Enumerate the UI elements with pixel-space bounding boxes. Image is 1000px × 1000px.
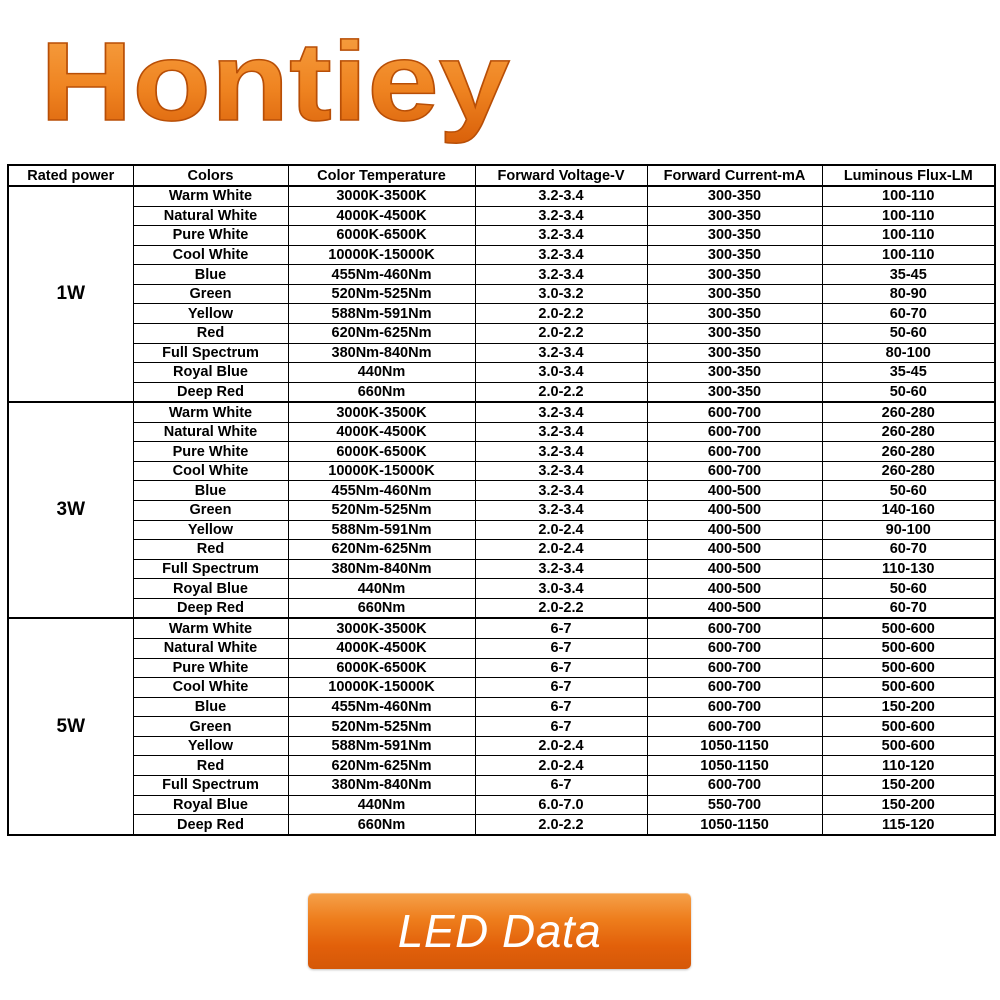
forward-voltage-cell: 2.0-2.4 — [475, 756, 647, 776]
color-temperature-cell: 10000K-15000K — [288, 461, 475, 481]
table-row — [8, 363, 995, 383]
forward-current-cell: 400-500 — [647, 540, 822, 560]
luminous-flux-cell: 100-110 — [822, 206, 995, 226]
color-temperature-cell: 660Nm — [288, 598, 475, 618]
color-name-cell: Blue — [133, 265, 288, 285]
forward-current-cell: 600-700 — [647, 618, 822, 638]
color-temperature-cell: 455Nm-460Nm — [288, 697, 475, 717]
table-row — [8, 501, 995, 521]
rated-power-cell: 5W — [8, 618, 133, 835]
forward-current-cell: 1050-1150 — [647, 736, 822, 756]
table-row — [8, 815, 995, 835]
forward-voltage-cell: 3.2-3.4 — [475, 559, 647, 579]
forward-current-cell: 400-500 — [647, 501, 822, 521]
table-row — [8, 717, 995, 737]
forward-voltage-cell: 2.0-2.2 — [475, 598, 647, 618]
color-temperature-cell: 4000K-4500K — [288, 422, 475, 442]
forward-voltage-cell: 6-7 — [475, 618, 647, 638]
luminous-flux-cell: 500-600 — [822, 658, 995, 678]
forward-voltage-cell: 3.2-3.4 — [475, 226, 647, 246]
luminous-flux-cell: 35-45 — [822, 363, 995, 383]
color-temperature-cell: 380Nm-840Nm — [288, 559, 475, 579]
color-temperature-cell: 455Nm-460Nm — [288, 265, 475, 285]
table-row — [8, 245, 995, 265]
forward-current-cell: 300-350 — [647, 323, 822, 343]
color-name-cell: Deep Red — [133, 598, 288, 618]
table-row — [8, 579, 995, 599]
led-data-badge — [308, 893, 691, 969]
color-temperature-cell: 6000K-6500K — [288, 226, 475, 246]
color-name-cell: Green — [133, 284, 288, 304]
color-name-cell: Royal Blue — [133, 363, 288, 383]
forward-current-cell: 600-700 — [647, 717, 822, 737]
forward-current-cell: 300-350 — [647, 382, 822, 402]
color-name-cell: Cool White — [133, 461, 288, 481]
color-name-cell: Natural White — [133, 206, 288, 226]
color-temperature-cell: 620Nm-625Nm — [288, 323, 475, 343]
brand-logo — [38, 14, 518, 154]
forward-voltage-cell: 2.0-2.4 — [475, 540, 647, 560]
color-temperature-cell: 380Nm-840Nm — [288, 343, 475, 363]
forward-current-cell: 600-700 — [647, 461, 822, 481]
table-row — [8, 697, 995, 717]
color-temperature-cell: 520Nm-525Nm — [288, 284, 475, 304]
color-name-cell: Warm White — [133, 186, 288, 206]
table-row — [8, 442, 995, 462]
luminous-flux-cell: 80-90 — [822, 284, 995, 304]
color-name-cell: Full Spectrum — [133, 775, 288, 795]
forward-voltage-cell: 3.2-3.4 — [475, 402, 647, 422]
forward-current-cell: 600-700 — [647, 422, 822, 442]
forward-voltage-cell: 2.0-2.2 — [475, 382, 647, 402]
color-temperature-cell: 660Nm — [288, 382, 475, 402]
table-row — [8, 284, 995, 304]
brand-logo-text: Hontiey — [40, 19, 510, 144]
forward-voltage-cell: 6-7 — [475, 775, 647, 795]
forward-current-cell: 600-700 — [647, 402, 822, 422]
forward-current-cell: 600-700 — [647, 442, 822, 462]
table-row — [8, 382, 995, 402]
forward-voltage-cell: 3.2-3.4 — [475, 206, 647, 226]
table-row — [8, 402, 995, 422]
luminous-flux-cell: 110-120 — [822, 756, 995, 776]
forward-voltage-cell: 3.0-3.2 — [475, 284, 647, 304]
forward-voltage-cell: 3.2-3.4 — [475, 343, 647, 363]
color-temperature-cell: 10000K-15000K — [288, 245, 475, 265]
forward-current-cell: 400-500 — [647, 559, 822, 579]
table-row — [8, 323, 995, 343]
luminous-flux-cell: 150-200 — [822, 775, 995, 795]
table-row — [8, 559, 995, 579]
color-temperature-cell: 440Nm — [288, 579, 475, 599]
color-temperature-cell: 455Nm-460Nm — [288, 481, 475, 501]
color-temperature-cell: 660Nm — [288, 815, 475, 835]
color-name-cell: Natural White — [133, 639, 288, 659]
color-name-cell: Yellow — [133, 520, 288, 540]
forward-voltage-cell: 3.2-3.4 — [475, 422, 647, 442]
color-temperature-cell: 620Nm-625Nm — [288, 540, 475, 560]
luminous-flux-cell: 115-120 — [822, 815, 995, 835]
luminous-flux-cell: 100-110 — [822, 245, 995, 265]
forward-current-cell: 300-350 — [647, 284, 822, 304]
table-body — [8, 186, 995, 835]
color-name-cell: Pure White — [133, 658, 288, 678]
color-temperature-cell: 440Nm — [288, 363, 475, 383]
luminous-flux-cell: 60-70 — [822, 598, 995, 618]
forward-voltage-cell: 6.0-7.0 — [475, 795, 647, 815]
forward-voltage-cell: 3.2-3.4 — [475, 501, 647, 521]
forward-current-cell: 300-350 — [647, 343, 822, 363]
luminous-flux-cell: 260-280 — [822, 402, 995, 422]
forward-current-cell: 400-500 — [647, 481, 822, 501]
color-name-cell: Royal Blue — [133, 795, 288, 815]
led-spec-table — [7, 164, 996, 836]
luminous-flux-cell: 90-100 — [822, 520, 995, 540]
color-temperature-cell: 520Nm-525Nm — [288, 501, 475, 521]
table-row — [8, 186, 995, 206]
color-temperature-cell: 6000K-6500K — [288, 658, 475, 678]
forward-current-cell: 300-350 — [647, 226, 822, 246]
forward-voltage-cell: 3.2-3.4 — [475, 186, 647, 206]
forward-voltage-cell: 3.0-3.4 — [475, 363, 647, 383]
luminous-flux-cell: 500-600 — [822, 717, 995, 737]
color-name-cell: Full Spectrum — [133, 343, 288, 363]
color-name-cell: Pure White — [133, 442, 288, 462]
forward-current-cell: 1050-1150 — [647, 815, 822, 835]
table-row — [8, 678, 995, 698]
luminous-flux-cell: 150-200 — [822, 795, 995, 815]
luminous-flux-cell: 140-160 — [822, 501, 995, 521]
table-row — [8, 343, 995, 363]
forward-current-cell: 600-700 — [647, 658, 822, 678]
luminous-flux-cell: 500-600 — [822, 736, 995, 756]
forward-voltage-cell: 2.0-2.2 — [475, 304, 647, 324]
luminous-flux-cell: 500-600 — [822, 639, 995, 659]
color-temperature-cell: 6000K-6500K — [288, 442, 475, 462]
luminous-flux-cell: 50-60 — [822, 323, 995, 343]
forward-voltage-cell: 3.2-3.4 — [475, 245, 647, 265]
table-row — [8, 736, 995, 756]
table-row — [8, 265, 995, 285]
forward-voltage-cell: 2.0-2.2 — [475, 323, 647, 343]
forward-voltage-cell: 6-7 — [475, 639, 647, 659]
forward-voltage-cell: 3.2-3.4 — [475, 265, 647, 285]
color-temperature-cell: 3000K-3500K — [288, 402, 475, 422]
color-name-cell: Warm White — [133, 618, 288, 638]
forward-voltage-cell: 3.2-3.4 — [475, 461, 647, 481]
header-luminous-flux: Luminous Flux-LM — [822, 165, 995, 186]
color-name-cell: Red — [133, 756, 288, 776]
color-name-cell: Full Spectrum — [133, 559, 288, 579]
luminous-flux-cell: 260-280 — [822, 422, 995, 442]
luminous-flux-cell: 100-110 — [822, 226, 995, 246]
table-row — [8, 520, 995, 540]
luminous-flux-cell: 60-70 — [822, 304, 995, 324]
luminous-flux-cell: 60-70 — [822, 540, 995, 560]
forward-current-cell: 300-350 — [647, 304, 822, 324]
color-name-cell: Natural White — [133, 422, 288, 442]
forward-current-cell: 550-700 — [647, 795, 822, 815]
luminous-flux-cell: 110-130 — [822, 559, 995, 579]
forward-voltage-cell: 2.0-2.4 — [475, 736, 647, 756]
luminous-flux-cell: 50-60 — [822, 579, 995, 599]
color-temperature-cell: 520Nm-525Nm — [288, 717, 475, 737]
forward-current-cell: 300-350 — [647, 206, 822, 226]
table-row — [8, 618, 995, 638]
table-row — [8, 775, 995, 795]
table-row — [8, 795, 995, 815]
luminous-flux-cell: 260-280 — [822, 461, 995, 481]
table-row — [8, 206, 995, 226]
forward-current-cell: 600-700 — [647, 639, 822, 659]
header-rated-power: Rated power — [8, 165, 133, 186]
luminous-flux-cell: 100-110 — [822, 186, 995, 206]
table-row — [8, 226, 995, 246]
table-row — [8, 461, 995, 481]
forward-voltage-cell: 6-7 — [475, 678, 647, 698]
color-temperature-cell: 4000K-4500K — [288, 639, 475, 659]
forward-current-cell: 400-500 — [647, 598, 822, 618]
table-row — [8, 304, 995, 324]
forward-current-cell: 300-350 — [647, 363, 822, 383]
color-name-cell: Deep Red — [133, 382, 288, 402]
forward-current-cell: 400-500 — [647, 579, 822, 599]
color-temperature-cell: 588Nm-591Nm — [288, 736, 475, 756]
color-name-cell: Deep Red — [133, 815, 288, 835]
forward-current-cell: 600-700 — [647, 678, 822, 698]
forward-voltage-cell: 2.0-2.2 — [475, 815, 647, 835]
forward-current-cell: 300-350 — [647, 245, 822, 265]
header-forward-current: Forward Current-mA — [647, 165, 822, 186]
color-name-cell: Blue — [133, 481, 288, 501]
color-name-cell: Red — [133, 540, 288, 560]
rated-power-cell: 3W — [8, 402, 133, 618]
color-temperature-cell: 620Nm-625Nm — [288, 756, 475, 776]
luminous-flux-cell: 80-100 — [822, 343, 995, 363]
color-temperature-cell: 3000K-3500K — [288, 186, 475, 206]
color-temperature-cell: 3000K-3500K — [288, 618, 475, 638]
forward-voltage-cell: 6-7 — [475, 658, 647, 678]
color-name-cell: Yellow — [133, 304, 288, 324]
luminous-flux-cell: 50-60 — [822, 382, 995, 402]
luminous-flux-cell: 500-600 — [822, 618, 995, 638]
color-name-cell: Red — [133, 323, 288, 343]
color-name-cell: Royal Blue — [133, 579, 288, 599]
luminous-flux-cell: 500-600 — [822, 678, 995, 698]
color-temperature-cell: 380Nm-840Nm — [288, 775, 475, 795]
color-name-cell: Pure White — [133, 226, 288, 246]
table-row — [8, 481, 995, 501]
table-row — [8, 540, 995, 560]
color-temperature-cell: 588Nm-591Nm — [288, 304, 475, 324]
forward-voltage-cell: 2.0-2.4 — [475, 520, 647, 540]
forward-voltage-cell: 3.2-3.4 — [475, 442, 647, 462]
table-row — [8, 422, 995, 442]
header-color-temperature: Color Temperature — [288, 165, 475, 186]
color-name-cell: Cool White — [133, 245, 288, 265]
forward-current-cell: 600-700 — [647, 697, 822, 717]
table-row — [8, 756, 995, 776]
color-name-cell: Warm White — [133, 402, 288, 422]
forward-current-cell: 1050-1150 — [647, 756, 822, 776]
color-temperature-cell: 588Nm-591Nm — [288, 520, 475, 540]
forward-voltage-cell: 6-7 — [475, 697, 647, 717]
table-row — [8, 639, 995, 659]
luminous-flux-cell: 50-60 — [822, 481, 995, 501]
color-temperature-cell: 4000K-4500K — [288, 206, 475, 226]
forward-voltage-cell: 3.2-3.4 — [475, 481, 647, 501]
color-name-cell: Cool White — [133, 678, 288, 698]
header-colors: Colors — [133, 165, 288, 186]
forward-current-cell: 300-350 — [647, 265, 822, 285]
table-row — [8, 598, 995, 618]
color-temperature-cell: 440Nm — [288, 795, 475, 815]
led-data-label: LED Data — [397, 905, 602, 957]
color-name-cell: Green — [133, 717, 288, 737]
color-name-cell: Blue — [133, 697, 288, 717]
color-temperature-cell: 10000K-15000K — [288, 678, 475, 698]
forward-current-cell: 400-500 — [647, 520, 822, 540]
forward-voltage-cell: 3.0-3.4 — [475, 579, 647, 599]
luminous-flux-cell: 35-45 — [822, 265, 995, 285]
forward-voltage-cell: 6-7 — [475, 717, 647, 737]
luminous-flux-cell: 150-200 — [822, 697, 995, 717]
table-row — [8, 658, 995, 678]
luminous-flux-cell: 260-280 — [822, 442, 995, 462]
table-header-row — [8, 165, 995, 186]
color-name-cell: Yellow — [133, 736, 288, 756]
color-name-cell: Green — [133, 501, 288, 521]
forward-current-cell: 600-700 — [647, 775, 822, 795]
forward-current-cell: 300-350 — [647, 186, 822, 206]
rated-power-cell: 1W — [8, 186, 133, 402]
header-forward-voltage: Forward Voltage-V — [475, 165, 647, 186]
